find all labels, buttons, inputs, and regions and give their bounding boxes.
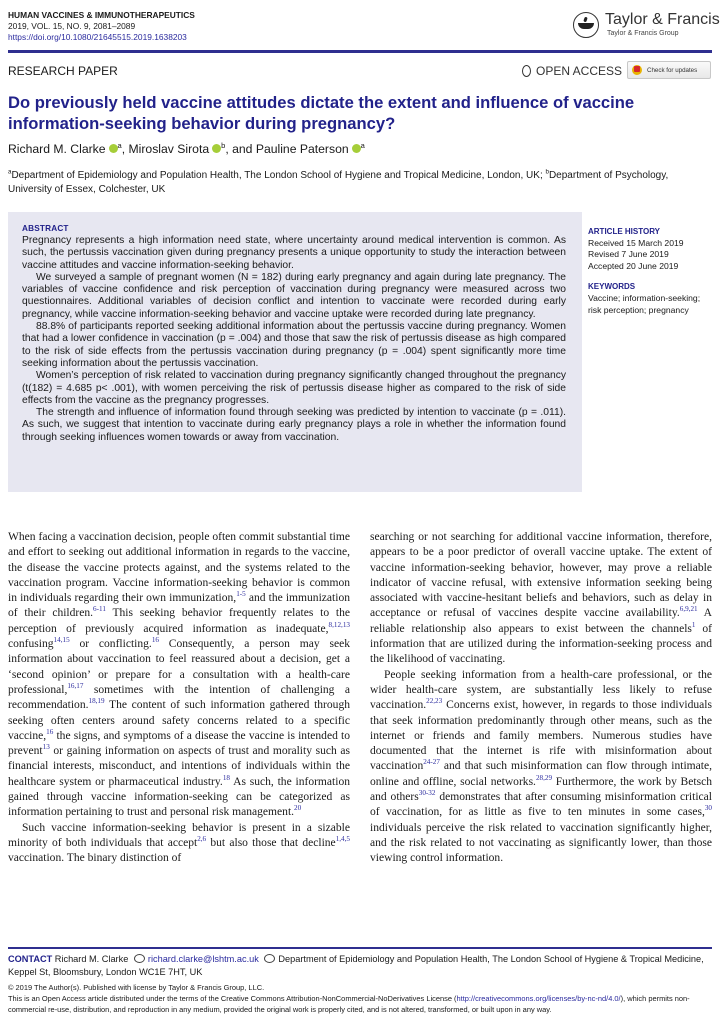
body-text: sometimes with the intention of challenging a recommendation. [8, 683, 350, 712]
orcid-icon[interactable] [352, 144, 361, 153]
license-text [8, 994, 716, 1015]
body-text: or conflicting. [69, 638, 152, 651]
citation-link[interactable]: 8,12,13 [328, 620, 350, 629]
affiliations [8, 169, 708, 197]
body-text: Such vaccine information-seeking behavior is present in a sizable minority of both individuals that accept [8, 821, 350, 849]
body-text: and the immunization of their children. [8, 592, 350, 620]
header-divider [8, 50, 712, 53]
body-text: This seeking behavior frequently relates to the perception of previously acquired information as inadequate, [8, 607, 350, 635]
body-text: The content of such information gathered through seeking often centers around safety concerns related to a specific vaccine, [8, 699, 350, 742]
license-text-post: ), which permits non-commercial re-use, distribution, and reproduction in any medium, provided the original work is properly cited, and is not altered, transformed, or built upon in any way. [8, 994, 690, 1014]
author-affil-marker: b [221, 140, 226, 150]
citation-link[interactable]: 13 [42, 743, 50, 752]
publisher-logo[interactable] [573, 8, 718, 42]
abstract-body [22, 235, 566, 444]
received-date: Received 15 March 2019 [588, 237, 684, 248]
accepted-date: Accepted 20 June 2019 [588, 260, 679, 271]
article-history-heading: ARTICLE HISTORY [588, 227, 661, 236]
body-text: Concerns exist, however, in regards to those individuals that seek information predominantly through other means, such as the internet or friends and family members. Numerous studies have documented that the internet is rife with misinformation about vaccination [370, 699, 712, 773]
crossmark-icon [632, 65, 642, 75]
body-text: Consequently, a person may seek information about vaccination to feel reassured about a decision, get a ‘second opinion’ or prepare for a consultation with a health-care professional, [8, 638, 350, 696]
body-text: individuals perceive the risk related to vaccination significantly higher, and the risk related to not vaccinating as significantly lower, than those viewing control information. [370, 821, 712, 865]
revised-date: Revised 7 June 2019 [588, 249, 669, 260]
keywords-list: Vaccine; information-seeking; risk perception; pregnancy [588, 292, 701, 315]
spacer [588, 272, 713, 281]
citation-link[interactable]: 30-32 [418, 789, 436, 798]
body-text: confusing [8, 638, 54, 651]
check-for-updates-button[interactable] [627, 61, 711, 79]
contact-label: CONTACT [8, 954, 53, 964]
body-column-right [370, 530, 712, 867]
abstract-paragraph: Pregnancy represents a high information need state, where uncertainty around medical intervention is common. As such, the pertussis vaccination given during pregnancy presents a unique opportunity to study the interaction between vaccine attitudes and vaccine information-seeking behavior. [22, 235, 566, 271]
citation-link[interactable]: 16 [151, 636, 159, 645]
body-text: but also those that decline [206, 836, 336, 849]
abstract-paragraph: The strength and influence of information found through seeking was predicted by intention to vaccinate (p = .011). As such, we suggest that intention to vaccinate during early pregnancy plays a role in whether the information found through seeking influences women towards or away from vaccination. [22, 407, 566, 443]
body-text: of information that are utilized during the information-seeking process and the likelihood of vaccinating. [370, 622, 712, 666]
body-text: searching or not searching for additional vaccine information, therefore, appears to be a poor predictor of overall vaccine uptake. The extent of vaccine information-seeking behavior, however, may prove a reliable indicator of vaccine refusal, with extensive information seeking being associated with vaccine-hesitant beliefs and behaviors, such as delay in acceptance or refusal of vaccines despite vaccine availability. [370, 531, 712, 620]
body-column-left [8, 530, 350, 867]
open-access-badge [522, 64, 622, 78]
body-text: When facing a vaccination decision, people often commit substantial time and effort to seeking out additional information in regards to the vaccine, the disease the vaccine protects against, and the systems related to the vaccination program. Vaccine information-seeking behavior is common in individuals regarding their own immunization, [8, 531, 350, 605]
citation-link[interactable]: 16 [46, 728, 54, 737]
check-for-updates-label: Check for updates [647, 66, 698, 74]
citation-link[interactable]: 2,6 [197, 835, 207, 844]
email-icon [134, 954, 145, 963]
author-name[interactable]: Pauline Paterson [255, 142, 349, 156]
body-paragraph [370, 668, 712, 867]
body-paragraph [370, 530, 712, 668]
journal-name: HUMAN VACCINES & IMMUNOTHERAPEUTICS [8, 10, 195, 20]
body-text: People seeking information from a health-care professional, or the wider health-care system, are substantially less likely to refuse vaccination. [370, 668, 712, 712]
publisher-group: Taylor & Francis Group [607, 30, 679, 37]
publisher-name: Taylor & Francis [605, 11, 720, 28]
author-separator: , [121, 142, 129, 156]
body-text: demonstrates that after consuming misinformation critical of vaccination, for as little as five to ten minutes in some cases, [370, 791, 712, 819]
journal-citation: 2019, VOL. 15, NO. 9, 2081–2089 [8, 21, 136, 31]
affiliation-a: Department of Epidemiology and Population Health, The London School of Hygiene and Tropical Medicine, London, UK; [11, 170, 546, 181]
body-text: or gaining information on aspects of trust and morality such as financial interests, misconduct, and intentions of individuals within the healthcare system or pharmaceutical industry. [8, 745, 350, 788]
citation-link[interactable]: 20 [294, 804, 302, 813]
citation-link[interactable]: 1,4,5 [335, 835, 350, 844]
affiliation-b: Department of Psychology, University of Essex, Colchester, UK [8, 170, 669, 195]
author-name[interactable]: Richard M. Clarke [8, 142, 106, 156]
article-info-sidebar [588, 226, 713, 316]
citation-link[interactable]: 30 [704, 804, 712, 813]
body-text: vaccination. The binary distinction of [8, 852, 182, 865]
copyright-line: © 2019 The Author(s). Published with license by Taylor & Francis Group, LLC. [8, 983, 265, 992]
abstract-paragraph: We surveyed a sample of pregnant women (N = 182) during early pregnancy and again during late pregnancy. The variables of vaccine confidence and risk perception of vaccination during pregnancy were measured across two questionnaires. Additional variables of decision conflict and intention to vaccinate were recorded during early pregnancy, while vaccine information-seeking behavior and vaccine uptake were recorded during late pregnancy. [22, 271, 566, 320]
contact-name: Richard M. Clarke [54, 954, 129, 964]
address-icon [264, 954, 275, 963]
citation-link[interactable]: 14,15 [53, 636, 70, 645]
body-text: and that such misinformation can flow through intimate, online and offline, social networks. [370, 760, 712, 788]
abstract-paragraph: 88.8% of participants reported seeking additional information about the pertussis vaccine during pregnancy. Women that had a lower confidence in vaccination (p = .004) and those that saw the risk of pertussis disease as high compared to the risk of side effects from the pertussis vaccination during pregnancy (p = .004) spent significantly more time seeking information about the pertussis vaccination. [22, 321, 566, 369]
citation-link[interactable]: 24-27 [423, 758, 440, 767]
author-name[interactable]: Miroslav Sirota [128, 142, 210, 156]
body-text: the signs, and symptoms of a disease the vaccine is intended to prevent [8, 729, 350, 758]
body-paragraph [8, 821, 350, 867]
open-lock-icon [522, 65, 531, 77]
article-title: Do previously held vaccine attitudes dictate the extent and influence of vaccine information-seeking behavior during pregnancy? [8, 93, 635, 133]
citation-link[interactable]: 28,29 [535, 773, 553, 782]
citation-link[interactable]: 18 [222, 773, 230, 782]
citation-link[interactable]: 6,9,21 [679, 605, 698, 614]
contact-email-link[interactable]: richard.clarke@lshtm.ac.uk [147, 954, 259, 964]
contact-info [8, 953, 712, 979]
abstract-heading: ABSTRACT [22, 224, 69, 233]
journal-header [8, 10, 195, 43]
author-affil-marker: a [360, 140, 365, 150]
body-text: As such, the information gained through vaccine information-seeking can be categorized as information pertaining to trust and personal risk management. [8, 775, 351, 819]
citation-link[interactable]: 22,23 [426, 697, 443, 706]
citation-link[interactable]: 1-5 [236, 590, 246, 599]
doi-link[interactable]: https://doi.org/10.1080/21645515.2019.1638203 [8, 32, 187, 42]
author-affil-marker: a [117, 140, 122, 150]
license-info [8, 983, 716, 1015]
body-text: Furthermore, the work by Betsch and others [370, 775, 712, 804]
license-link[interactable]: http://creativecommons.org/licenses/by-nc-nd/4.0/ [456, 994, 621, 1004]
affil-marker-a: a [8, 168, 12, 176]
body-paragraph [8, 530, 350, 821]
citation-link[interactable]: 16,17 [67, 682, 84, 691]
paper-type-label: RESEARCH PAPER [8, 64, 118, 78]
orcid-icon[interactable] [212, 144, 221, 153]
citation-link[interactable]: 6-11 [93, 605, 106, 614]
license-text-pre: This is an Open Access article distributed under the terms of the Creative Commons Attribution-NonCommercial-NoDerivatives License ( [8, 994, 457, 1004]
footer-divider [8, 947, 712, 949]
affil-marker-b: b [545, 168, 549, 176]
open-access-label: OPEN ACCESS [536, 64, 623, 78]
author-separator: , and [225, 142, 256, 156]
orcid-icon[interactable] [109, 144, 118, 153]
abstract-paragraph: Women’s perception of risk related to vaccination during pregnancy significantly changed throughout the pregnancy (t(182) = 4.685 p< .001), with women perceiving the risk of pertussis disease higher as compared to the risk of side effects from the vaccine as the pregnancy progresses. [22, 370, 566, 406]
citation-link[interactable]: 1 [691, 620, 696, 629]
citation-link[interactable]: 18,19 [88, 697, 105, 706]
contact-address: Department of Epidemiology and Population Health, The London School of Hygiene & Tropical Medicine, Keppel St, Bloomsbury, London WC1E 7HT, UK [8, 954, 704, 977]
body-text: A reliable relationship also appears to exist between the channels [370, 607, 712, 635]
keywords-heading: KEYWORDS [588, 282, 636, 292]
author-list [8, 142, 365, 156]
